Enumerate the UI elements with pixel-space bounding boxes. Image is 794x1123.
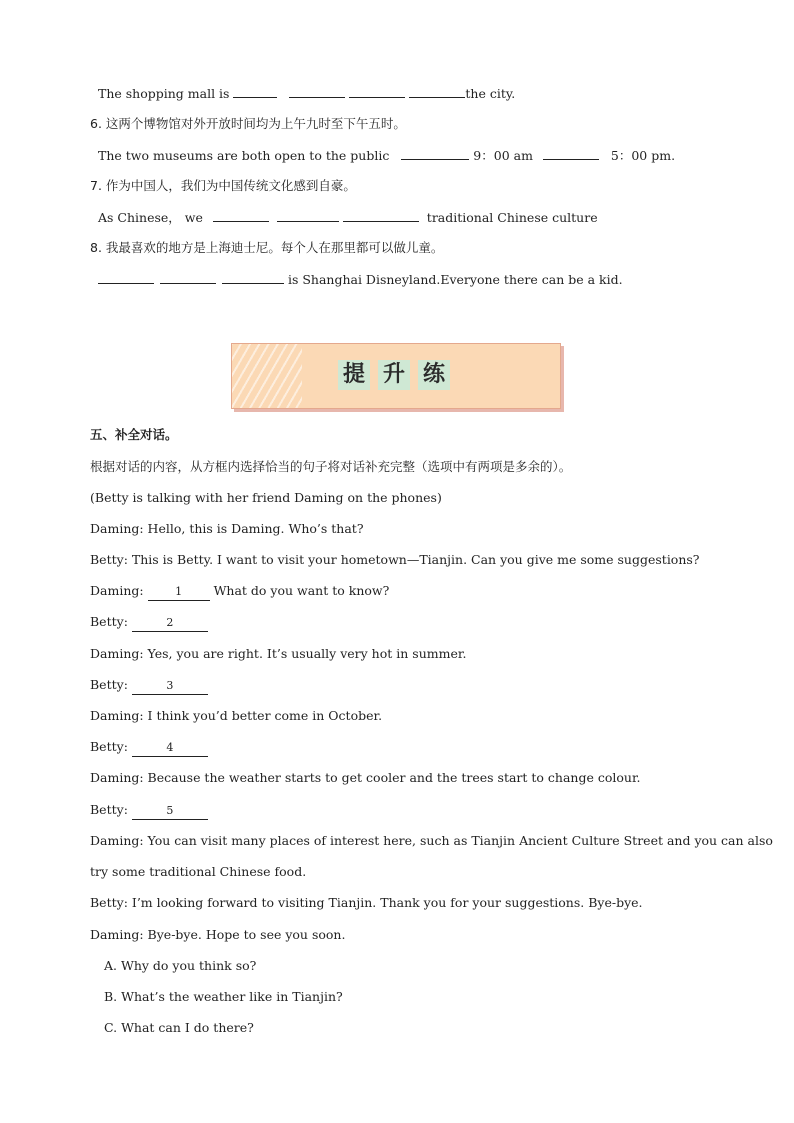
- banner-char-2: 升: [378, 360, 410, 390]
- dialogue-line-2: Betty: This is Betty. I want to visit your hometown—Tianjin. Can you give me some suggestions?: [90, 552, 700, 567]
- dialogue-line-4: [90, 614, 208, 632]
- dialogue-line-8: [90, 739, 208, 757]
- banner-char-3: 练: [418, 360, 450, 390]
- dialogue-line-9: Daming: Because the weather starts to get cooler and the trees start to change colour.: [90, 770, 641, 785]
- section-instruction: 根据对话的内容，从方框内选择恰当的句子将对话补充完整（选项中有两项是多余的）。: [90, 459, 572, 474]
- q5-blank-1[interactable]: [233, 85, 277, 98]
- q6-label: 6. 这两个博物馆对外开放时间均为上午九时至下午五时。: [90, 116, 406, 131]
- dialogue-line-13: Betty: I’m looking forward to visiting Tianjin. Thank you for your suggestions. Bye-bye.: [90, 895, 643, 910]
- q6-blank-1[interactable]: [401, 147, 469, 160]
- speaker: Betty:: [90, 614, 128, 629]
- dialogue-line-12: try some traditional Chinese food.: [90, 864, 307, 879]
- q8-part1: is Shanghai Disneyland.Everyone there can be a kid.: [287, 272, 623, 287]
- q5-start: The shopping mall is: [98, 86, 230, 101]
- dialogue-line-11: Daming: You can visit many places of interest here, such as Tianjin Ancient Culture Street and you can also: [90, 833, 773, 848]
- q7-blank-3[interactable]: [343, 209, 419, 222]
- q5-blank-2[interactable]: [289, 85, 345, 98]
- q8-label: 8. 我最喜欢的地方是上海迪士尼。每个人在那里都可以做儿童。: [90, 240, 444, 255]
- q6-blank-2[interactable]: [543, 147, 599, 160]
- speaker: Betty:: [90, 739, 128, 754]
- section-title: 五、补全对话。: [90, 427, 178, 442]
- dialogue-line-6: [90, 677, 208, 695]
- dialogue-context: (Betty is talking with her friend Daming on the phones): [90, 490, 442, 505]
- dialogue-line-3: [90, 583, 389, 601]
- q5-end: the city.: [465, 86, 516, 101]
- q8-blank-2[interactable]: [160, 271, 216, 284]
- blank-5[interactable]: 5: [132, 803, 208, 820]
- banner-char-1: 提: [338, 360, 370, 390]
- blank-1[interactable]: 1: [148, 584, 210, 601]
- q6-sentence: [98, 147, 675, 164]
- dialogue-line-7: Daming: I think you’d better come in October.: [90, 708, 383, 723]
- q8-sentence: [98, 271, 623, 288]
- section-banner: [231, 343, 561, 409]
- dialogue-line-5: Daming: Yes, you are right. It’s usually very hot in summer.: [90, 646, 467, 661]
- dialogue-line-14: Daming: Bye-bye. Hope to see you soon.: [90, 927, 346, 942]
- speaker: Daming:: [90, 583, 144, 598]
- option-b: B. What’s the weather like in Tianjin?: [104, 989, 343, 1004]
- q7-part1: As Chinese， we: [98, 210, 203, 225]
- option-a: A. Why do you think so?: [104, 958, 257, 973]
- speaker: Betty:: [90, 802, 128, 817]
- option-c: C. What can I do there?: [104, 1020, 254, 1035]
- q6-time2: 5：00 pm.: [610, 148, 676, 163]
- dialogue-line-10: [90, 802, 208, 820]
- q6-part1: The two museums are both open to the public: [98, 148, 390, 163]
- blank-4[interactable]: 4: [132, 740, 208, 757]
- q6-time1: 9：00 am: [473, 148, 533, 163]
- line-3-text: What do you want to know?: [213, 583, 390, 598]
- q8-blank-3[interactable]: [222, 271, 284, 284]
- q7-label: 7. 作为中国人，我们为中国传统文化感到自豪。: [90, 178, 356, 193]
- q7-blank-1[interactable]: [213, 209, 269, 222]
- dialogue-line-1: Daming: Hello, this is Daming. Who’s that?: [90, 521, 364, 536]
- q5-blank-4[interactable]: [409, 85, 465, 98]
- speaker: Betty:: [90, 677, 128, 692]
- q7-part2: traditional Chinese culture: [426, 210, 598, 225]
- q7-blank-2[interactable]: [277, 209, 339, 222]
- banner-stripe-decoration: [231, 344, 302, 408]
- q7-sentence: [98, 209, 598, 226]
- q8-blank-1[interactable]: [98, 271, 154, 284]
- blank-2[interactable]: 2: [132, 615, 208, 632]
- q5-sentence: [98, 85, 515, 102]
- blank-3[interactable]: 3: [132, 678, 208, 695]
- q5-blank-3[interactable]: [349, 85, 405, 98]
